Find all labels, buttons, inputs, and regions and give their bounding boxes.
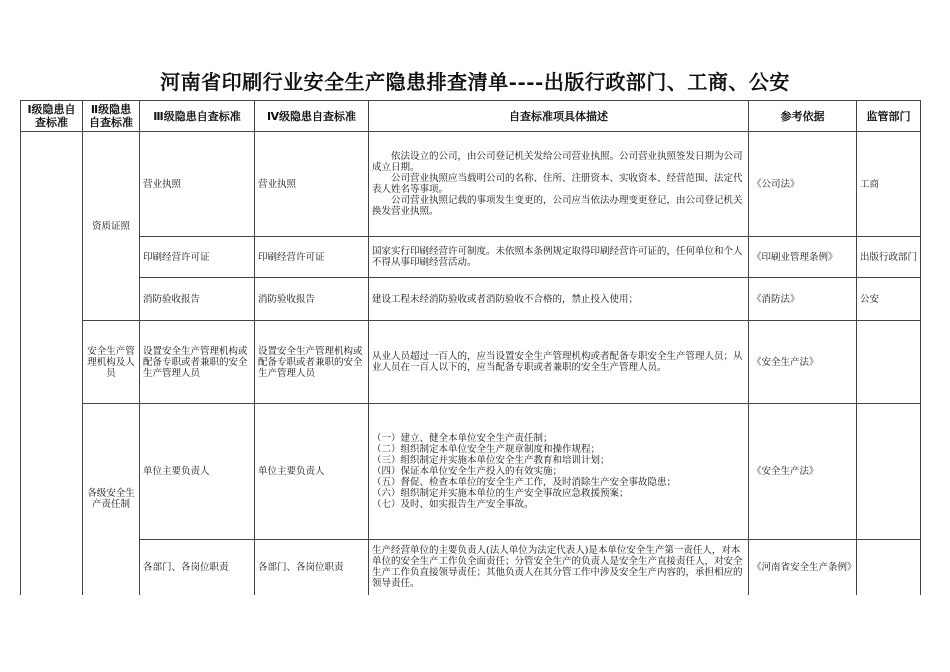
row-level4: 单位主要负责人: [255, 404, 369, 540]
description-line: （五）督促、检查本单位的安全生产工作，及时消除生产安全事故隐患；: [372, 477, 677, 488]
header-level2: Ⅱ级隐患自查标准: [83, 101, 140, 132]
row-level4: 各部门、各岗位职责: [255, 540, 369, 595]
row-basis: 《印刷业管理条例》: [749, 237, 857, 278]
table-row: [21, 278, 921, 321]
header-level4: Ⅳ级隐患自查标准: [255, 101, 369, 132]
header-description: 自查标准项具体描述: [369, 101, 749, 132]
row-department: 公安: [857, 278, 921, 321]
description-line: 国家实行印刷经营许可制度。未依照本条例规定取得印刷经营许可证的，任何单位和个人不得从事印刷经营活动。: [372, 246, 743, 268]
row-level3: 营业执照: [140, 132, 255, 237]
group-safety-org: 安全生产管理机构及人员: [83, 321, 140, 404]
row-level4: 营业执照: [255, 132, 369, 237]
table-row: [21, 540, 921, 595]
description-line: 建设工程未经消防验收或者消防验收不合格的，禁止投入使用；: [372, 293, 639, 305]
row-level4: 设置安全生产管理机构或配备专职或者兼职的安全生产管理人员: [255, 321, 369, 404]
header-row: [21, 101, 921, 132]
row-level4: 消防验收报告: [255, 278, 369, 321]
description-line: 生产经营单位的主要负责人(法人单位为法定代表人)是本单位安全生产第一责任人，对本单位的安全生产工作负全面责任；分管安全生产的负责人是安全生产直接责任人，对安全生产工作负直接领导责任；其他负责人在其分管工作中涉及安全生产内容的，承担相应的领导责任。: [372, 545, 743, 590]
row-basis: 《河南省安全生产条例》: [749, 540, 857, 595]
row-description: [369, 278, 749, 321]
row-department: [857, 321, 921, 404]
row-department: [857, 540, 921, 595]
row-level3: 设置安全生产管理机构或配备专职或者兼职的安全生产管理人员: [140, 321, 255, 404]
row-description: [369, 540, 749, 595]
description-line: （六）组织制定并实施本单位的生产安全事故应急救援预案；: [372, 488, 629, 499]
row-description: [369, 404, 749, 540]
table-row: [21, 404, 921, 540]
row-level3: 印刷经营许可证: [140, 237, 255, 278]
row-level3: 消防验收报告: [140, 278, 255, 321]
row-description: [369, 321, 749, 404]
row-basis: 《安全生产法》: [749, 321, 857, 404]
group-responsibility: 各级安全生产责任制: [83, 404, 140, 595]
description-line: （七）及时、如实报告生产安全事故。: [372, 499, 534, 510]
row-level4: 印刷经营许可证: [255, 237, 369, 278]
header-department: 监管部门: [857, 101, 921, 132]
table-row: [21, 132, 921, 237]
row-basis: 《安全生产法》: [749, 404, 857, 540]
hazard-checklist-table: [20, 100, 921, 595]
description-line: （三）组织制定并实施本单位安全生产教育和培训计划；: [372, 455, 610, 466]
row-description: [369, 237, 749, 278]
description-line: 公司营业执照记载的事项发生变更的，公司应当依法办理变更登记，由公司登记机关换发营业执照。: [372, 195, 743, 217]
row-level3: 各部门、各岗位职责: [140, 540, 255, 595]
description-line: （一）建立、健全本单位安全生产责任制；: [372, 433, 553, 444]
row-department: [857, 404, 921, 540]
table-row: [21, 321, 921, 404]
row-description: [369, 132, 749, 237]
header-level3: Ⅲ级隐患自查标准: [140, 101, 255, 132]
description-line: （二）组织制定本单位安全生产规章制度和操作规程；: [372, 444, 601, 455]
level1-cell: [21, 132, 83, 595]
group-qualification: 资质证照: [83, 132, 140, 321]
row-basis: 《公司法》: [749, 132, 857, 237]
table-row: [21, 237, 921, 278]
description-line: 从业人员超过一百人的，应当设置安全生产管理机构或者配备专职安全生产管理人员；从业人员在一百人以下的，应当配备专职或者兼职的安全生产管理人员。: [372, 351, 743, 373]
page-title: 河南省印刷行业安全生产隐患排查清单----出版行政部门、工商、公安: [160, 70, 790, 94]
row-basis: 《消防法》: [749, 278, 857, 321]
header-level1: Ⅰ级隐患自查标准: [21, 101, 83, 132]
row-department: 出版行政部门: [857, 237, 921, 278]
description-line: 依法设立的公司，由公司登记机关发给公司营业执照。公司营业执照签发日期为公司成立日期。: [372, 151, 743, 173]
row-department: 工商: [857, 132, 921, 237]
row-level3: 单位主要负责人: [140, 404, 255, 540]
header-basis: 参考依据: [749, 101, 857, 132]
description-line: 公司营业执照应当载明公司的名称、住所、注册资本、实收资本、经营范围、法定代表人姓名等事项。: [372, 173, 743, 195]
description-line: （四）保证本单位安全生产投入的有效实施；: [372, 466, 563, 477]
